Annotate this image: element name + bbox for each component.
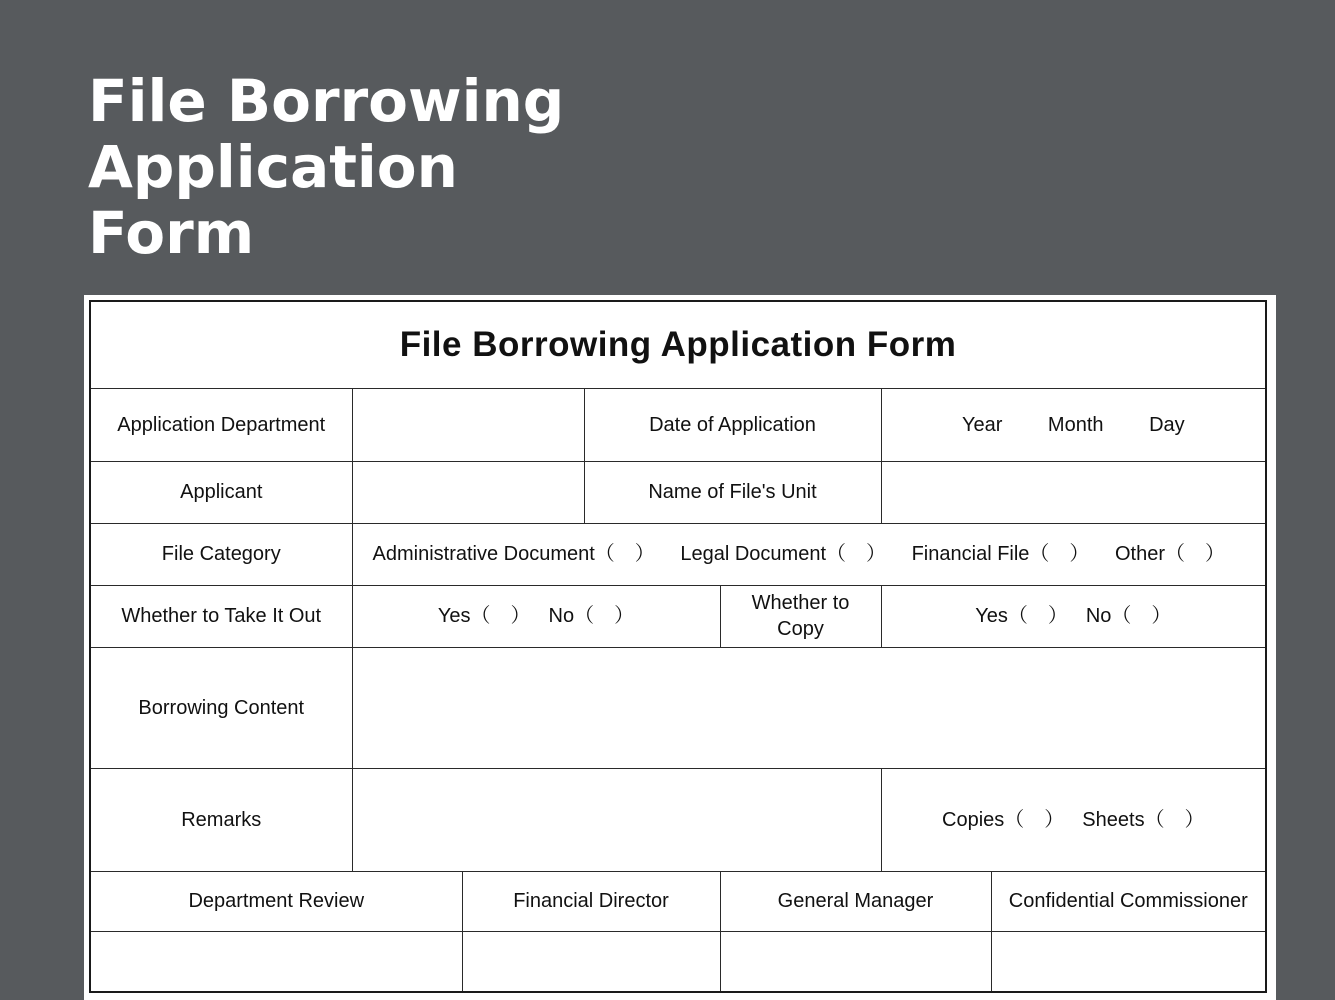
applicant-label: Applicant [90, 461, 352, 523]
confidential-commissioner-label: Confidential Commissioner [991, 871, 1266, 931]
category-option-legal[interactable]: Legal Document（ ） [680, 543, 887, 565]
year-label: Year [961, 413, 1003, 436]
take-out-yes[interactable]: Yes（ ） [437, 605, 531, 627]
application-department-label: Application Department [90, 388, 352, 461]
form-paper [84, 295, 1276, 1000]
borrowing-content-label: Borrowing Content [90, 647, 352, 768]
copy-no[interactable]: No（ ） [1085, 605, 1172, 627]
form-title: File Borrowing Application Form [90, 301, 1266, 388]
financial-director-signature[interactable] [462, 931, 720, 992]
category-option-financial[interactable]: Financial File（ ） [911, 543, 1090, 565]
application-department-field[interactable] [352, 388, 584, 461]
file-unit-label: Name of File's Unit [584, 461, 881, 523]
remarks-field[interactable] [352, 768, 881, 871]
sheets-field[interactable]: Sheets（ ） [1082, 808, 1205, 831]
file-unit-field[interactable] [881, 461, 1266, 523]
borrowing-content-field[interactable] [352, 647, 1266, 768]
take-out-options [352, 585, 720, 647]
slide-title-line-3: Form [88, 199, 255, 267]
file-category-options [352, 523, 1266, 585]
department-review-signature[interactable] [90, 931, 462, 992]
applicant-field[interactable] [352, 461, 584, 523]
general-manager-signature[interactable] [720, 931, 991, 992]
slide-title-line-2: Application [88, 133, 458, 201]
take-out-no[interactable]: No（ ） [548, 605, 635, 627]
department-review-label: Department Review [90, 871, 462, 931]
borrowing-form-table [89, 300, 1267, 993]
confidential-commissioner-signature[interactable] [991, 931, 1266, 992]
copy-yes[interactable]: Yes（ ） [975, 605, 1068, 627]
slide-title [88, 68, 564, 266]
general-manager-label: General Manager [720, 871, 991, 931]
slide-title-line-1: File Borrowing [88, 67, 565, 135]
category-option-other[interactable]: Other（ ） [1114, 543, 1226, 565]
date-of-application-label: Date of Application [584, 388, 881, 461]
copy-label: Whether to Copy [720, 585, 881, 647]
copies-field[interactable]: Copies（ ） [942, 808, 1065, 831]
copy-options [881, 585, 1266, 647]
copies-sheets-cell [881, 768, 1266, 871]
take-out-label: Whether to Take It Out [90, 585, 352, 647]
remarks-label: Remarks [90, 768, 352, 871]
file-category-label: File Category [90, 523, 352, 585]
financial-director-label: Financial Director [462, 871, 720, 931]
day-label: Day [1149, 413, 1185, 436]
category-option-administrative[interactable]: Administrative Document（ ） [372, 543, 655, 565]
date-of-application-field[interactable] [881, 388, 1266, 461]
month-label: Month [1047, 413, 1104, 436]
